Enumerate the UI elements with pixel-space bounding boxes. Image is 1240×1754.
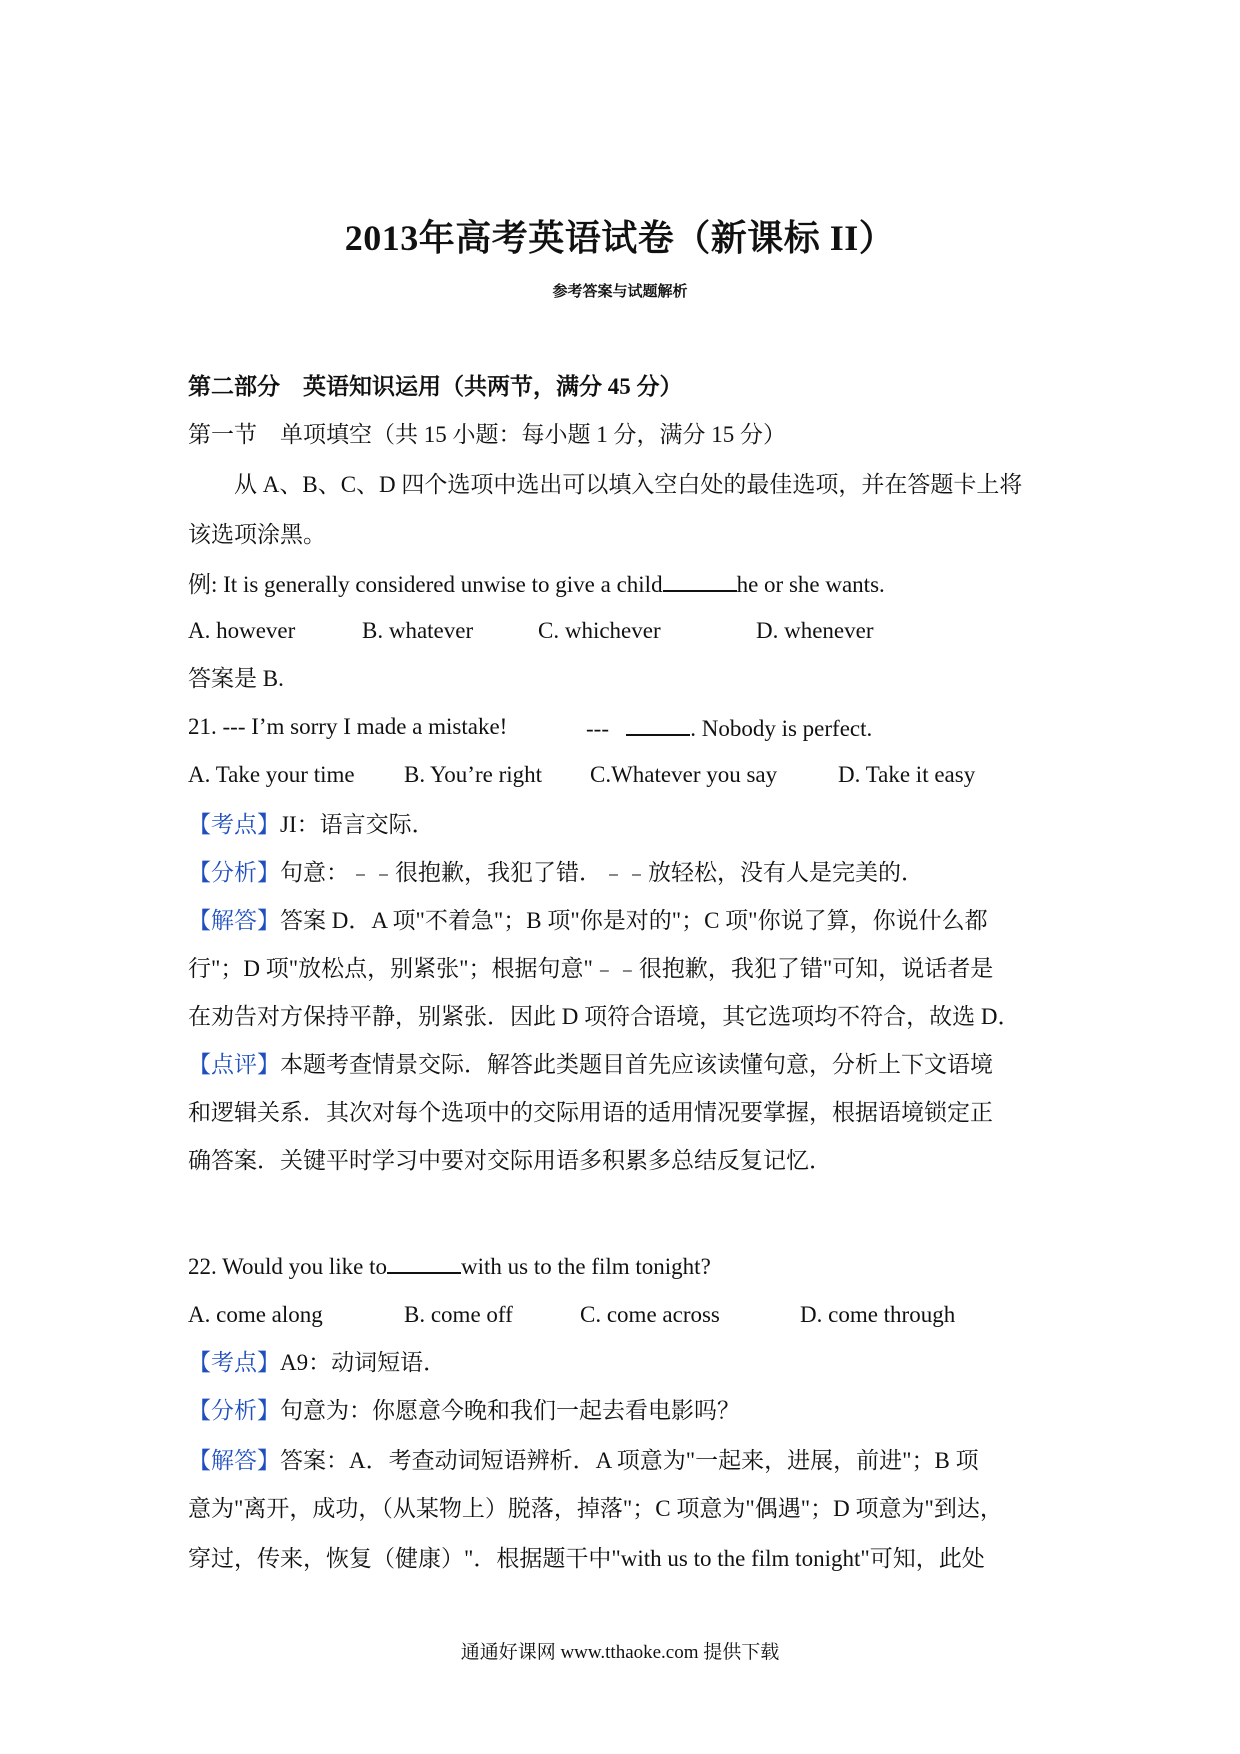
example-blank <box>663 568 737 592</box>
q22-kaodian-label: 考点 <box>211 1350 257 1375</box>
q21-jieda-line-1 <box>188 906 988 936</box>
q21-stem-rest <box>586 712 872 744</box>
example-option-b: B. whatever <box>362 618 474 643</box>
q22-blank <box>387 1250 461 1274</box>
example-answer: 答案是 B. <box>188 666 284 691</box>
q21-fenxi <box>188 858 924 888</box>
example-stem <box>188 568 885 600</box>
q22-fenxi <box>188 1396 740 1426</box>
instruction-line-1: 从 A、B、C、D 四个选项中选出可以填入空白处的最佳选项，并在答题卡上将 <box>234 472 1023 497</box>
q21-kaodian-text: JI：语言交际． <box>280 812 435 837</box>
q21-dianping-label: 点评 <box>211 1052 257 1077</box>
q21-stem-dash: --- <box>586 716 609 741</box>
q21-dianping-tag: 【点评】 <box>188 1052 280 1077</box>
q22-jieda-line-1 <box>188 1446 979 1476</box>
example-option-d: D. whenever <box>756 618 874 643</box>
q21-stem-after: . Nobody is perfect. <box>690 716 873 741</box>
q21-jieda-text-1: 答案 D．A 项"不着急"；B 项"你是对的"；C 项"你说了算，你说什么都 <box>280 908 988 933</box>
q21-dianping-line-1 <box>188 1050 993 1080</box>
q22-stem-before: 22. Would you like to <box>188 1254 387 1279</box>
q22-stem-after: with us to the film tonight? <box>460 1254 711 1279</box>
section-subheading: 第一节 单项填空（共 15 小题：每小题 1 分，满分 15 分） <box>188 422 786 447</box>
example-option-c: C. whichever <box>538 618 661 643</box>
q21-fenxi-text: 句意：﹣﹣很抱歉，我犯了错．﹣﹣放轻松，没有人是完美的． <box>280 860 924 885</box>
q22-jieda-tag: 【解答】 <box>188 1448 280 1473</box>
q21-option-b: B. You’re right <box>404 762 543 787</box>
q21-kaodian-label: 考点 <box>211 812 257 837</box>
q22-fenxi-label: 分析 <box>211 1398 257 1423</box>
q21-stem-before: 21. --- I’m sorry I made a mistake! <box>188 714 508 739</box>
page-subtitle: 参考答案与试题解析 <box>552 284 688 300</box>
section-heading: 第二部分 英语知识运用（共两节，满分 45 分） <box>188 374 683 399</box>
q22-option-c: C. come across <box>580 1302 720 1327</box>
q22-option-d: D. come through <box>800 1302 956 1327</box>
example-stem-after: he or she wants. <box>736 572 885 597</box>
q22-kaodian-tag: 【考点】 <box>188 1350 280 1375</box>
q22-jieda-line-2: 意为"离开，成功，（从某物上）脱落，掉落"；C 项意为"偶遇"；D 项意为"到达， <box>188 1496 1003 1521</box>
q21-jieda-line-2: 行"；D 项"放松点，别紧张"；根据句意"﹣﹣很抱歉，我犯了错"可知，说话者是 <box>188 956 994 981</box>
q21-stem <box>188 712 1088 742</box>
q21-blank <box>626 712 690 736</box>
example-options <box>188 616 1088 646</box>
instruction-line-2: 该选项涂黑。 <box>188 522 326 547</box>
q21-dianping-line-2: 和逻辑关系．其次对每个选项中的交际用语的适用情况要掌握，根据语境锁定正 <box>188 1100 993 1125</box>
q21-option-d: D. Take it easy <box>838 762 976 787</box>
q21-kaodian-tag: 【考点】 <box>188 812 280 837</box>
q21-dianping-line-3: 确答案．关键平时学习中要对交际用语多积累多总结反复记忆． <box>188 1148 832 1173</box>
q21-dianping-text-1: 本题考查情景交际．解答此类题目首先应该读懂句意，分析上下文语境 <box>280 1052 993 1077</box>
q21-fenxi-tag: 【分析】 <box>188 860 280 885</box>
q21-kaodian <box>188 810 435 840</box>
page-title: 2013年高考英语试卷（新课标 II） <box>344 218 896 258</box>
q22-fenxi-text: 句意为：你愿意今晚和我们一起去看电影吗？ <box>280 1398 740 1423</box>
q22-option-b: B. come off <box>404 1302 513 1327</box>
q22-jieda-text-1: 答案：A．考查动词短语辨析．A 项意为"一起来，进展，前进"；B 项 <box>280 1448 979 1473</box>
q21-jieda-tag: 【解答】 <box>188 908 280 933</box>
q22-jieda-label: 解答 <box>211 1448 257 1473</box>
q21-option-c: C.Whatever you say <box>590 762 778 787</box>
q22-kaodian <box>188 1348 446 1378</box>
q21-jieda-line-3: 在劝告对方保持平静，别紧张．因此 D 项符合语境，其它选项均不符合，故选 D． <box>188 1004 1021 1029</box>
q22-kaodian-text: A9：动词短语． <box>280 1350 447 1375</box>
example-stem-before: 例: It is generally considered unwise to give a child <box>188 572 663 597</box>
q22-stem <box>188 1250 711 1282</box>
page-footer: 通通好课网 www.tthaoke.com 提供下载 <box>460 1642 780 1663</box>
q21-jieda-label: 解答 <box>211 908 257 933</box>
q22-jieda-line-3: 穿过，传来，恢复（健康）"．根据题干中"with us to the film tonight"可知，此处 <box>188 1546 985 1571</box>
q22-option-a: A. come along <box>188 1302 323 1327</box>
q21-options <box>188 760 1088 790</box>
q21-option-a: A. Take your time <box>188 762 355 787</box>
example-option-a: A. however <box>188 618 296 643</box>
q22-options <box>188 1300 1088 1330</box>
q21-fenxi-label: 分析 <box>211 860 257 885</box>
q22-fenxi-tag: 【分析】 <box>188 1398 280 1423</box>
